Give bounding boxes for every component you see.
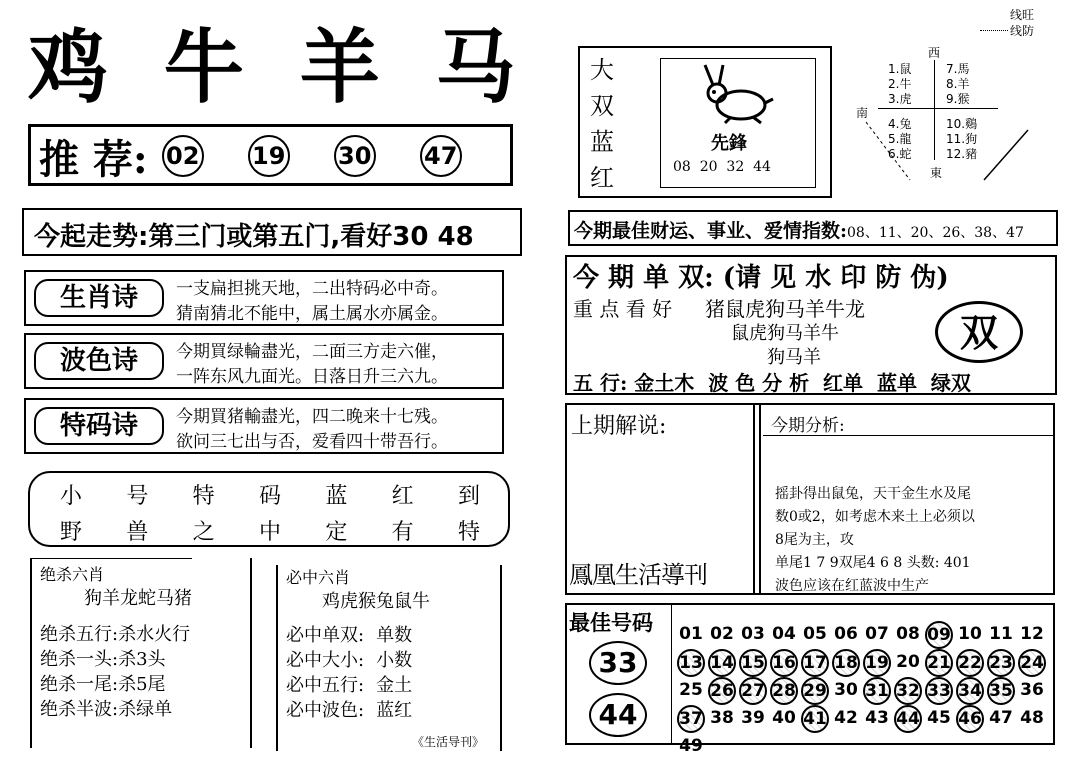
- must-row: [286, 673, 412, 698]
- number-cell: 23: [987, 649, 1015, 677]
- number-grid: [677, 621, 1049, 759]
- recommend-number: 30: [334, 135, 376, 177]
- must-value: 蓝红: [376, 700, 413, 721]
- poem-line: 今期買猪輸盡光，四二晚来十七残。: [176, 407, 448, 427]
- number-cell: 28: [770, 677, 798, 705]
- number-cell: 35: [987, 677, 1015, 705]
- number-cell: 02: [710, 624, 734, 644]
- number-cell: 43: [865, 708, 889, 728]
- number-cell: 32: [894, 677, 922, 705]
- fortune-value: 08、11、20、26、38、47: [847, 225, 1024, 241]
- number-cell: 09: [925, 621, 953, 649]
- brand-label: 鳳凰生活導刊: [569, 561, 707, 589]
- must-six-value: 鸡虎猴兔鼠牛: [322, 591, 430, 612]
- number-cell: 17: [801, 649, 829, 677]
- kill-value: 杀5尾: [118, 674, 166, 695]
- number-cell: 11: [989, 624, 1013, 644]
- compass-item: 9.猴: [946, 92, 970, 106]
- poem-box: [24, 333, 504, 389]
- saying-char: 小: [60, 484, 83, 509]
- must-value: 小数: [376, 650, 413, 671]
- best-label: 最佳号码: [569, 610, 653, 635]
- number-cell: 40: [772, 708, 796, 728]
- pioneer-side-char: 蓝: [590, 128, 614, 156]
- number-cell: 45: [927, 708, 951, 728]
- number-cell: 24: [1018, 649, 1046, 677]
- focus-line-1: 猪鼠虎狗马羊牛龙: [705, 297, 865, 321]
- recommend-label: 推 荐:: [39, 135, 148, 183]
- kill-key: 绝杀五行:: [40, 624, 119, 645]
- number-cell: 42: [834, 708, 858, 728]
- number-cell: 10: [958, 624, 982, 644]
- number-cell: 16: [770, 649, 798, 677]
- best-big-2: 44: [589, 693, 647, 737]
- must-value: 单数: [376, 625, 413, 646]
- pioneer-numbers: 08 20 32 44: [673, 159, 771, 175]
- poem-line: 猜南猜北不能中，属土属水亦属金。: [176, 304, 448, 324]
- saying-char: 号: [126, 484, 149, 509]
- number-row: [677, 621, 1049, 649]
- number-cell: 05: [803, 624, 827, 644]
- must-row: [286, 648, 412, 673]
- must-key: 必中五行:: [286, 675, 365, 696]
- analysis-line: 单尾1 7 9双尾4 6 8 头数: 401: [775, 555, 971, 571]
- number-cell: 47: [989, 708, 1013, 728]
- pioneer-side-char: 大: [590, 56, 614, 84]
- pioneer-side: [590, 52, 614, 196]
- trend-text: 今起走势:第三门或第五门,看好30 48: [34, 222, 474, 252]
- compass-west: 西: [928, 46, 941, 60]
- number-cell: 22: [956, 649, 984, 677]
- kill-six-label: 绝杀六肖: [40, 565, 105, 584]
- saying-char: 蓝: [325, 484, 348, 509]
- trend-box: [22, 208, 522, 256]
- must-six-label: 必中六肖: [286, 568, 351, 587]
- compass-south: 南: [856, 106, 869, 120]
- number-cell: 01: [679, 624, 703, 644]
- number-cell: 36: [1020, 680, 1044, 700]
- analysis-line: 数0或2，如考虑木来土上必须以: [775, 509, 975, 525]
- saying-char: 中: [258, 520, 281, 545]
- corner-label-1: 线旺: [1010, 8, 1035, 22]
- number-cell: 29: [801, 677, 829, 705]
- compass-item: 11.狗: [946, 132, 978, 146]
- saying-char: 野: [60, 520, 83, 545]
- kill-six-value: 狗羊龙蛇马猪: [84, 588, 192, 609]
- must-panel: [276, 565, 502, 751]
- must-value: 金土: [376, 675, 413, 696]
- recommend-numbers: [162, 135, 506, 177]
- compass-item: 4.兔: [888, 117, 912, 131]
- saying-char: 定: [325, 520, 348, 545]
- compass-item: 10.鷄: [946, 117, 978, 131]
- number-cell: 18: [832, 649, 860, 677]
- fortune-box: [568, 210, 1058, 246]
- analysis-text: [775, 483, 975, 598]
- saying-char: 兽: [126, 520, 149, 545]
- number-cell: 07: [865, 624, 889, 644]
- kill-key: 绝杀一头:: [40, 649, 119, 670]
- compass-item: 1.鼠: [888, 62, 912, 76]
- saying-char: 特: [457, 520, 480, 545]
- focus-label: 重 点 看 好: [573, 297, 673, 321]
- kill-row: [40, 622, 190, 647]
- saying-char: 有: [391, 520, 414, 545]
- kill-panel: [30, 558, 252, 748]
- rabbit-icon: [691, 63, 781, 125]
- kill-row: [40, 697, 190, 722]
- number-cell: 08: [896, 624, 920, 644]
- number-cell: 46: [956, 705, 984, 733]
- number-cell: 30: [834, 680, 858, 700]
- analysis-line: 波色应该在红蓝波中生产: [775, 578, 929, 594]
- number-cell: 48: [1020, 708, 1044, 728]
- saying-line-1: [60, 479, 480, 510]
- pioneer-side-char: 双: [590, 92, 614, 120]
- recommend-number: 02: [162, 135, 204, 177]
- page-title: 鸡 牛 羊 马: [28, 21, 530, 114]
- number-cell: 14: [708, 649, 736, 677]
- saying-char: 码: [258, 484, 281, 509]
- poem-label: 生肖诗: [34, 279, 164, 317]
- number-cell: 33: [925, 677, 953, 705]
- must-key: 必中大小:: [286, 650, 365, 671]
- single-double-title: 今 期 单 双: (请 见 水 印 防 伪): [573, 263, 949, 293]
- source-label: 《生活导刊》: [412, 735, 485, 749]
- single-double-box: [565, 255, 1057, 395]
- saying-line-2: [60, 515, 480, 546]
- analysis-line: 8尾为主，攻: [775, 532, 854, 548]
- must-key: 必中波色:: [286, 700, 365, 721]
- kill-row: [40, 672, 190, 697]
- poem-box: [24, 398, 504, 454]
- compass-east: 東: [930, 166, 943, 180]
- recommend-number: 19: [248, 135, 290, 177]
- compass-panel: [848, 0, 1078, 190]
- number-row: [677, 733, 1049, 759]
- poem-line: 欲问三七出与否，爱看四十带吾行。: [176, 432, 448, 452]
- number-cell: 20: [896, 652, 920, 672]
- analysis-box: [565, 403, 1055, 595]
- number-row: [677, 649, 1049, 677]
- number-cell: 34: [956, 677, 984, 705]
- compass-item: 2.牛: [888, 77, 912, 91]
- wuxing-line: 五 行: 金土木 波 色 分 析 红单 蓝单 绿双: [573, 371, 971, 395]
- best-numbers-box: [565, 603, 1055, 756]
- best-big-1: 33: [589, 641, 647, 685]
- number-cell: 41: [801, 705, 829, 733]
- number-cell: 06: [834, 624, 858, 644]
- number-cell: 25: [679, 680, 703, 700]
- compass-left-list: [888, 62, 911, 162]
- compass-item: 5.龍: [888, 132, 912, 146]
- kill-value: 杀3头: [118, 649, 166, 670]
- number-cell: 44: [894, 705, 922, 733]
- kill-row: [40, 647, 190, 672]
- compass-item: 8.羊: [946, 77, 970, 91]
- saying-box: [28, 471, 510, 547]
- compass-item: 12.豬: [946, 147, 978, 161]
- saying-char: 之: [192, 520, 215, 545]
- compass-item: 6.蛇: [888, 147, 912, 161]
- pioneer-side-char: 红: [590, 164, 614, 192]
- analysis-line: 摇卦得出鼠兔，天干金生水及尾: [775, 486, 971, 502]
- saying-char: 到: [457, 484, 480, 509]
- number-cell: 21: [925, 649, 953, 677]
- kill-key: 绝杀一尾:: [40, 674, 119, 695]
- kill-value: 杀水火行: [118, 624, 191, 645]
- number-cell: 49: [679, 736, 703, 756]
- poem-line: 一支扁担挑天地，二出特码必中奇。: [176, 279, 448, 299]
- last-period-label: 上期解说:: [571, 414, 667, 439]
- number-cell: 19: [863, 649, 891, 677]
- number-cell: 27: [739, 677, 767, 705]
- poem-box: [24, 270, 504, 326]
- focus-line-2: 鼠虎狗马羊牛: [731, 323, 839, 344]
- must-row: [286, 623, 412, 648]
- number-cell: 31: [863, 677, 891, 705]
- poem-line: 今期買绿輪盡光，二面三方走六催，: [176, 342, 448, 362]
- pioneer-box: [578, 46, 832, 198]
- must-row: [286, 698, 412, 723]
- compass-item: 3.虎: [888, 92, 912, 106]
- number-cell: 13: [677, 649, 705, 677]
- kill-value: 杀绿单: [118, 699, 173, 720]
- focus-line-3: 狗马羊: [767, 347, 821, 368]
- recommend-number: 47: [420, 135, 462, 177]
- number-cell: 12: [1020, 624, 1044, 644]
- kill-key: 绝杀半波:: [40, 699, 119, 720]
- this-period-label: 今期分析:: [771, 416, 845, 436]
- poem-label: 特码诗: [34, 407, 164, 445]
- saying-char: 特: [192, 484, 215, 509]
- must-key: 必中单双:: [286, 625, 365, 646]
- number-cell: 37: [677, 705, 705, 733]
- compass-item: 7.馬: [946, 62, 970, 76]
- number-cell: 39: [741, 708, 765, 728]
- number-cell: 38: [710, 708, 734, 728]
- saying-char: 红: [391, 484, 414, 509]
- fortune-label: 今期最佳财运、事业、爱情指数:: [574, 220, 848, 242]
- parity-badge: 双: [935, 301, 1023, 363]
- number-cell: 26: [708, 677, 736, 705]
- number-row: [677, 705, 1049, 733]
- pioneer-label: 先鋒: [711, 133, 747, 154]
- poem-label: 波色诗: [34, 342, 164, 380]
- recommend-box: [28, 124, 513, 186]
- poem-line: 一阵东风九面光。日落日升三六九。: [176, 367, 448, 387]
- number-cell: 15: [739, 649, 767, 677]
- number-cell: 03: [741, 624, 765, 644]
- number-cell: 04: [772, 624, 796, 644]
- compass-right-list: [946, 62, 977, 162]
- number-row: [677, 677, 1049, 705]
- corner-label-2: 线防: [1010, 24, 1035, 38]
